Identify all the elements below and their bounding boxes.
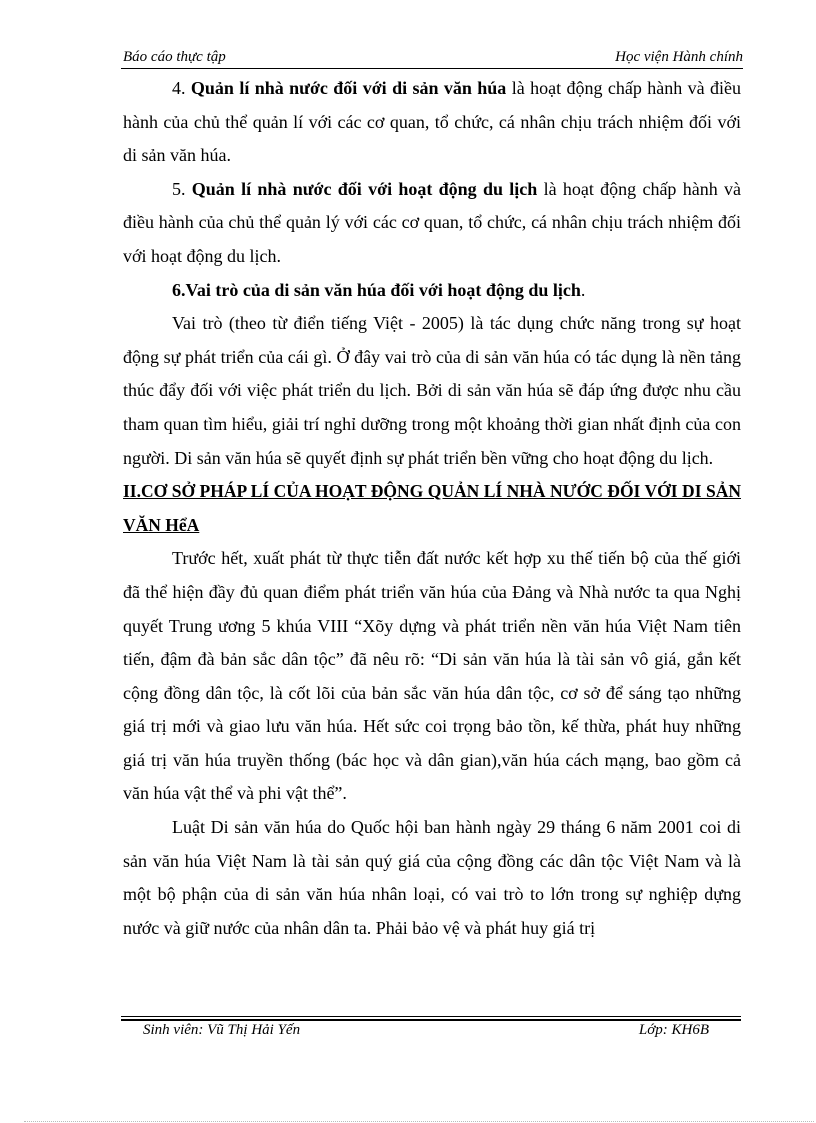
paragraph-6-body: Vai trò (theo từ điển tiếng Việt - 2005) là tác dụng chức năng trong sự hoạt động sự phát triển của cái gì. Ở đây vai trò của di sản văn húa có tác dụng là nền tảng thúc đẩy đối với việc phát triển du lịch. Bởi di sản văn húa sẽ đáp ứng được nhu cầu tham quan tìm hiểu, giải trí nghỉ dưỡng trong một khoảng thời gian nhất định của con người. Di sản văn húa sẽ quyết định sự phát triển bền vững cho hoạt động du lịch.: [123, 313, 741, 468]
paragraph-6-heading-period: .: [580, 279, 586, 300]
paragraph-8: Luật Di sản văn húa do Quốc hội ban hành ngày 29 tháng 6 năm 2001 coi di sản văn húa Việt Nam là tài sản quý giá của cộng đồng các dân tộc Việt Nam và là một bộ phận của di sản văn húa nhân loại, có vai trò to lớn trong sự nghiệp dựng nước và giữ nước của nhân dân ta. Phải bảo vệ và phát huy giá trị: [123, 817, 741, 938]
paragraph-4-definition: là hoạt động chấp hành và điều hành của chủ thể quản lí với các cơ quan, tổ chức, cá nhân chịu trách nhiệm đối với di sản văn húa.: [123, 78, 742, 166]
header-right-text: Học viện Hành chính: [615, 49, 743, 65]
header-left-text: Báo cáo thực tập: [123, 49, 226, 65]
paragraph-7: Trước hết, xuất phát từ thực tiễn đất nước kết hợp xu thế tiến bộ của thế giới đã thể hiện đầy đủ quan điểm phát triển văn húa của Đảng và Nhà nước ta qua Nghị quyết Trung ương 5 khúa VIII “Xõy dựng và phát triển nền văn húa Việt Nam tiên tiến, đậm đà bản sắc dân tộc” đã nêu rõ: “Di sản văn húa là tài sản vô giá, gắn kết cộng đồng dân tộc, là cốt lõi của bản sắc văn húa dân tộc, cơ sở để sáng tạo những giá trị mới và giao lưu văn húa. Hết sức coi trọng bảo tồn, kế thừa, phát huy những giá trị văn húa truyền thống (bác học và dân gian),văn húa cách mạng, bao gồm cả văn húa vật thể và phi vật thể”.: [123, 548, 741, 804]
footer-class-name: Lớp: KH6B: [638, 1022, 709, 1038]
paragraph-4: [123, 72, 741, 173]
paragraph-4-number: 4.: [172, 78, 191, 98]
paragraph-6-heading: [123, 274, 741, 308]
paragraph-4-term: Quản lí nhà nước đối với di sản văn húa: [190, 78, 507, 98]
paragraph-5: [123, 173, 741, 274]
paragraph-5-number: 5.: [172, 178, 192, 199]
paragraph-5-definition: là hoạt động chấp hành và điều hành của chủ thể quản lý với các cơ quan, tổ chức, cá nhân chịu trách nhiệm đối với hoạt động du lịch.: [123, 178, 742, 266]
paragraph-6-heading-text: 6.Vai trò của di sản văn húa đối với hoạt động du lịch: [172, 279, 581, 300]
footer-rule-thin: [121, 1016, 741, 1017]
page-edge-divider: [24, 1121, 814, 1122]
paragraph-5-term: Quản lí nhà nước đối với hoạt động du lịch: [191, 178, 538, 199]
footer-rule-thick: [121, 1019, 741, 1021]
document-body: [123, 72, 741, 945]
page-header: [123, 49, 743, 69]
section-heading-ii: II.CƠ SỞ PHÁP LÍ CỦA HOẠT ĐỘNG QUẢN LÍ NHÀ NƯỚC ĐỐI VỚI DI SẢN VĂN HểA: [123, 481, 741, 535]
footer-student-name: Sinh viên: Vũ Thị Hải Yến: [143, 1022, 301, 1038]
page-footer: [143, 1022, 709, 1042]
header-rule: [121, 68, 743, 69]
